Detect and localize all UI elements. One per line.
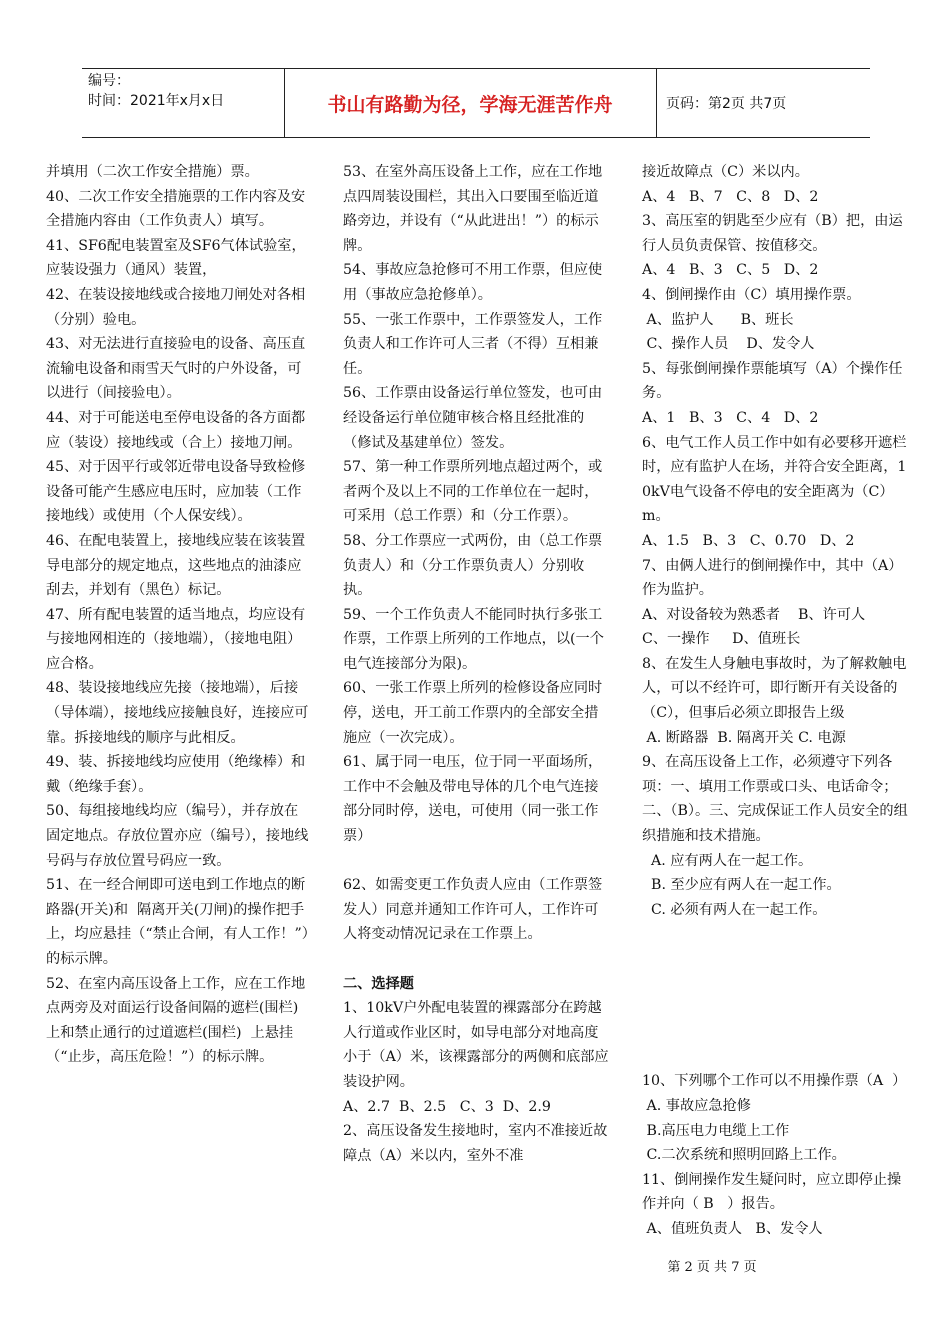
- spacer: [343, 947, 611, 972]
- paragraph: A、监护人 B、班长: [642, 311, 794, 328]
- paragraph: 42、在装设接地线或合接地刀闸处对各相（分别）验电。: [46, 286, 306, 328]
- paragraph: 51、在一经合闸即可送电到工作地点的断路器(开关)和 隔离开关(刀闸)的操作把手上，均应悬挂（“禁止合闸，有人工作！”）的标示牌。: [46, 877, 309, 967]
- paragraph: 2、高压设备发生接地时，室内不准接近故障点（A）米以内，室外不准: [343, 1123, 608, 1164]
- page-header: [82, 68, 870, 138]
- paragraph: 7、由俩人进行的倒闸操作中，其中（A）作为监护。: [642, 557, 903, 599]
- paragraph: 60、一张工作票上所列的检修设备应同时停，送电，开工前工作票内的全部安全措施应（一次完成）。: [343, 680, 603, 746]
- paragraph: 并填用（二次工作安全措施）票。: [46, 164, 259, 180]
- text-column-left: [46, 160, 312, 1070]
- paragraph: 6、电气工作人员工作中如有必要移开遮栏时，应有监护人在场，并符合安全距离，10kV电气设备不停电的安全距离为（C）m。: [642, 434, 907, 525]
- paragraph: 55、一张工作票中，工作票签发人，工作负责人和工作许可人三者（不得）互相兼任。: [343, 311, 603, 377]
- document-number-label: 编号：: [88, 73, 130, 89]
- paragraph: C. 必须有两人在一起工作。: [642, 901, 827, 918]
- fill-blank-items-top: [343, 160, 611, 849]
- paragraph: 49、装、拆接地线均应使用（绝缘棒）和戴（绝缘手套）。: [46, 754, 306, 795]
- paragraph: 4、倒闸操作由（C）填用操作票。: [642, 286, 861, 303]
- paragraph: 54、事故应急抢修可不用工作票，但应使用（事故应急抢修单）。: [343, 262, 603, 303]
- text-column-right: [642, 160, 908, 1242]
- paragraph: A、4 B、7 C、8 D、2: [642, 188, 819, 205]
- paragraph: 53、在室外高压设备上工作，应在工作地点四周装设围栏，其出入口要围至临近道路旁边，并设有（“从此进出！”）的标示牌。: [343, 164, 603, 254]
- paragraph: 56、工作票由设备运行单位签发，也可由经设备运行单位随审核合格且经批准的（修试及基建单位）签发。: [343, 385, 603, 451]
- paragraph: 47、所有配电装置的适当地点，均应设有与接地网相连的（接地端），（接地电阻）应合格。: [46, 606, 306, 672]
- header-divider: [656, 69, 657, 137]
- paragraph: 57、第一种工作票所列地点超过两个，或者两个及以上不同的工作单位在一起时，可采用（总工作票）和（分工作票）。: [343, 459, 603, 525]
- header-meta: [88, 71, 284, 135]
- paragraph: 59、一个工作负责人不能同时执行多张工作票，工作票上所列的工作地点，以(一个电气连接部分为限)。: [343, 606, 604, 672]
- section-title-choice: 二、选择题: [343, 975, 414, 992]
- paragraph: A、1.5 B、3 C、0.70 D、2: [642, 532, 855, 549]
- fill-blank-items-mid: [343, 873, 611, 947]
- paragraph: 62、如需变更工作负责人应由（工作票签发人）同意并通知工作许可人，工作许可人将变动情况记录在工作票上。: [343, 877, 603, 943]
- spacer: [343, 849, 611, 874]
- paragraph: C.二次系统和照明回路上工作。: [642, 1147, 846, 1164]
- paragraph: 1、10kV户外配电装置的裸露部分在跨越人行道或作业区时，如导电部分对地高度小于（A）米，该裸露部分的两侧和底部应装设护网。: [343, 1000, 609, 1090]
- paragraph: 10、下列哪个工作可以不用操作票（A ）: [642, 1073, 907, 1090]
- header-page-info: 页码：第2页 共7页: [666, 96, 787, 112]
- paragraph: 46、在配电装置上，接地线应装在该装置导电部分的规定地点，这些地点的油漆应刮去，并划有（黑色）标记。: [46, 532, 306, 599]
- paragraph: 接近故障点（C）米以内。: [642, 164, 809, 180]
- paragraph: C、操作人员 D、发令人: [642, 336, 815, 353]
- paragraph: 40、二次工作安全措施票的工作内容及安全措施内容由（工作负责人）填写。: [46, 188, 306, 230]
- page-footer: 第 2 页 共 7 页: [667, 1260, 757, 1275]
- header-motto: 书山有路勤为径，学海无涯苦作舟: [327, 93, 613, 116]
- paragraph: 11、倒闸操作发生疑问时，应立即停止操作并向（ B ）报告。: [642, 1171, 902, 1213]
- header-divider: [284, 69, 285, 137]
- paragraph: 48、装设接地线应先接（接地端），后接（导体端），接地线应接触良好，连接应可靠。拆接地线的顺序与此相反。: [46, 680, 309, 746]
- document-time-label: 时间：2021年x月x日: [88, 93, 225, 109]
- paragraph: A、2.7 B、2.5 C、3 D、2.9: [343, 1098, 551, 1115]
- paragraph: A、值班负责人 B、发令人: [642, 1220, 823, 1237]
- paragraph: 9、在高压设备上工作，必须遵守下列各项：一、填用工作票或口头、电话命令；二、（B）。三、完成保证工作人员安全的组织措施和技术措施。: [642, 754, 908, 845]
- paragraph: 50、每组接地线均应（编号），并存放在固定地点。存放位置亦应（编号），接地线号码与存放位置号码应一致。: [46, 803, 309, 869]
- paragraph: 3、高压室的钥匙至少应有（B）把，由运行人员负责保管、按值移交。: [642, 213, 903, 254]
- paragraph: 44、对于可能送电至停电设备的各方面都应（装设）接地线或（合上）接地刀闸。: [46, 409, 306, 451]
- paragraph: 58、分工作票应一式两份，由（总工作票负责人）和（分工作票负责人）分别收执。: [343, 532, 603, 599]
- paragraph: A、1 B、3 C、4 D、2: [642, 409, 819, 426]
- paragraph: 52、在室内高压设备上工作，应在工作地点两旁及对面运行设备间隔的遮栏(围栏)上和禁止通行的过道遮栏(围栏) 上悬挂（“止步，高压危险！”）的标示牌。: [46, 975, 306, 1066]
- paragraph: 41、SF6配电装置室及SF6气体试验室，应装设强力（通风）装置，: [46, 237, 306, 279]
- choice-items-middle: [343, 996, 611, 1168]
- paragraph: 8、在发生人身触电事故时，为了解救触电人，可以不经许可，即行断开有关设备的（C），但事后必须立即报告上级: [642, 655, 907, 722]
- choice-items-top: [642, 160, 908, 922]
- text-column-middle: [343, 160, 611, 1168]
- paragraph: 61、属于同一电压，位于同一平面场所，工作中不会触及带电导体的几个电气连接部分同时停，送电，可使用（同一张工作票）: [343, 754, 603, 845]
- paragraph: A、对设备较为熟悉者 B、许可人: [642, 606, 866, 623]
- paragraph: A、4 B、3 C、5 D、2: [642, 262, 819, 279]
- paragraph: A. 事故应急抢修: [642, 1098, 751, 1114]
- paragraph: B. 至少应有两人在一起工作。: [642, 877, 841, 894]
- paragraph: 5、每张倒闸操作票能填写（A）个操作任务。: [642, 360, 903, 402]
- paragraph: C、一操作 D、值班长: [642, 631, 801, 648]
- paragraph: A. 断路器 B. 隔离开关 C. 电源: [642, 729, 846, 746]
- paragraph: 43、对无法进行直接验电的设备、高压直流输电设备和雨雪天气时的户外设备，可以进行（间接验电）。: [46, 336, 306, 402]
- paragraph: 45、对于因平行或邻近带电设备导致检修设备可能产生感应电压时，应加装（工作接地线）或使用（个人保安线）。: [46, 459, 306, 525]
- paragraph: A. 应有两人在一起工作。: [642, 852, 813, 869]
- paragraph: B.高压电力电缆上工作: [642, 1122, 790, 1139]
- spacer: [642, 922, 908, 1069]
- choice-items-bottom: [642, 1069, 908, 1241]
